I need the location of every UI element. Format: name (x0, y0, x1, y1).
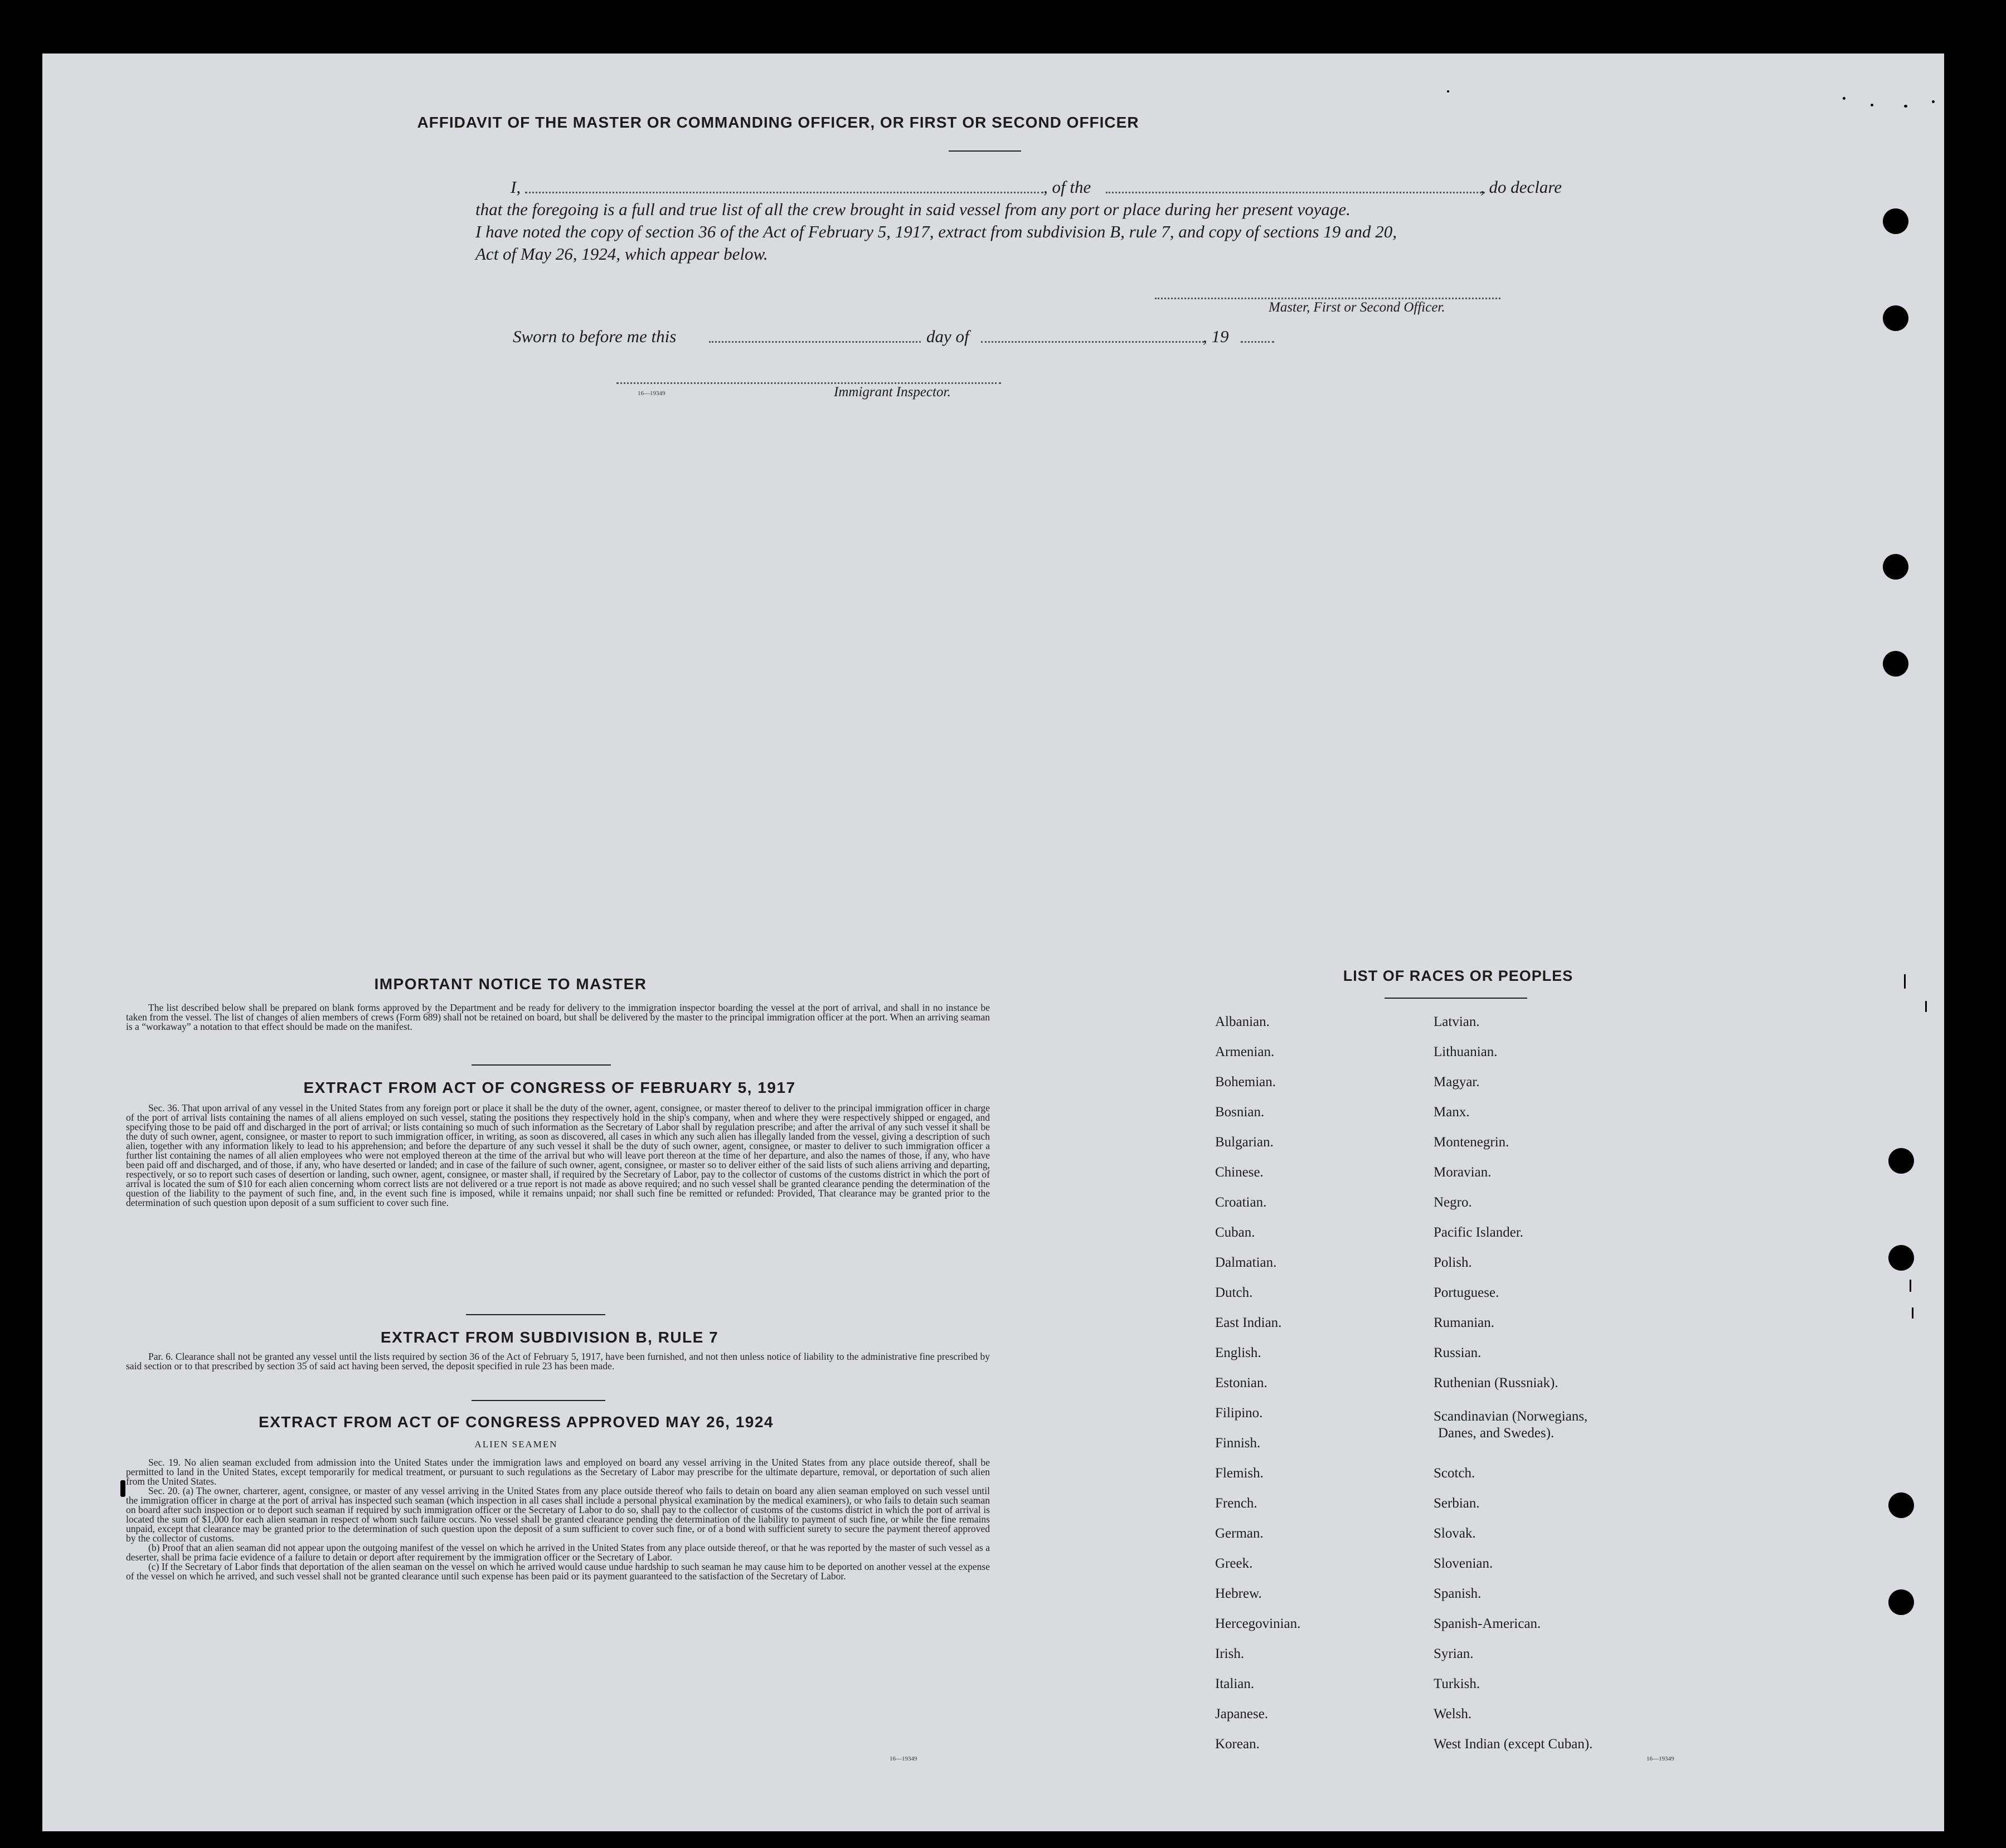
extract-rule7-body (126, 1352, 990, 1371)
speck (1932, 100, 1935, 103)
race-item: Russian. (1434, 1345, 1482, 1360)
speck (1843, 97, 1845, 100)
divider (466, 1314, 605, 1315)
divider (1385, 998, 1527, 999)
declarant-name-field[interactable] (525, 192, 1043, 193)
races-right-column (1434, 1014, 1723, 1794)
race-item: Spanish. (1434, 1586, 1482, 1601)
races-left-column (1215, 1014, 1405, 1794)
sworn-month-field[interactable] (981, 341, 1204, 343)
par-6-paragraph: Par. 6. Clearance shall not be granted any vessel until the lists required by section 36 of the Act of February 5, 1917, have been furnished, and not then unless notice of liability to the administrative fine prescribed by said section or to that prescribed by section 35 of said act having been served, the deposit specified in rule 23 has been made. (126, 1351, 990, 1372)
declaration-line: that the foregoing is a full and true list of all the crew brought in said vessel from any port or place during her present voyage. (475, 200, 1351, 219)
form-number: 16—19349 (638, 390, 666, 397)
sworn-prefix: Sworn to before me this (513, 327, 677, 346)
race-item: Scandinavian (Norwegians, (1434, 1409, 1588, 1424)
race-item: West Indian (except Cuban). (1434, 1737, 1593, 1752)
race-item: Syrian. (1434, 1646, 1474, 1661)
speck (1447, 90, 1449, 93)
inspector-signature-field[interactable] (616, 382, 1001, 384)
races-title: LIST OF RACES OR PEOPLES (1343, 967, 1573, 984)
race-item: Pacific Islander. (1434, 1225, 1524, 1240)
document-page (42, 54, 1944, 1831)
speck (1910, 1280, 1911, 1292)
speck (1912, 1307, 1913, 1319)
race-item: Ruthenian (Russniak). (1434, 1375, 1558, 1390)
speck (1871, 104, 1873, 106)
speck (120, 1480, 125, 1497)
race-item: Scotch. (1434, 1466, 1475, 1481)
of-the-label: , of the (1043, 177, 1091, 197)
race-item: Slovak. (1434, 1526, 1476, 1541)
punch-hole (1888, 1245, 1914, 1271)
race-item: Cuban. (1215, 1225, 1255, 1240)
punch-hole (1883, 651, 1908, 677)
sworn-day-field[interactable] (709, 341, 921, 343)
race-item: Bulgarian. (1215, 1135, 1274, 1150)
form-number: 16—19349 (890, 1755, 917, 1762)
punch-hole (1888, 1589, 1914, 1615)
race-item: Magyar. (1434, 1074, 1480, 1090)
race-item: Korean. (1215, 1737, 1260, 1752)
extract-rule7-title: EXTRACT FROM SUBDIVISION B, RULE 7 (380, 1329, 719, 1346)
divider (472, 1064, 611, 1066)
race-item: Irish. (1215, 1646, 1245, 1661)
punch-hole (1883, 554, 1908, 580)
race-item: Spanish-American. (1434, 1616, 1541, 1631)
declaration-line: Act of May 26, 1924, which appear below. (475, 244, 768, 264)
do-declare-label: , do declare (1480, 177, 1562, 197)
race-item: Armenian. (1215, 1044, 1275, 1059)
punch-hole (1888, 1492, 1914, 1518)
master-signature-caption: Master, First or Second Officer. (1269, 300, 1445, 315)
race-item: Negro. (1434, 1195, 1472, 1210)
alien-seamen-subtitle: ALIEN SEAMEN (474, 1439, 558, 1450)
race-item: Chinese. (1215, 1165, 1264, 1180)
affidavit-title: AFFIDAVIT OF THE MASTER OR COMMANDING OFFICER, OR FIRST OR SECOND OFFICER (417, 114, 1139, 131)
race-item: Hebrew. (1215, 1586, 1262, 1601)
race-item: Welsh. (1434, 1706, 1472, 1721)
punch-hole (1888, 1148, 1914, 1174)
section-20c-paragraph: (c) If the Secretary of Labor finds that deportation of the alien seaman on the vessel on which he arrived would cause undue hardship to such seaman he may cause him to be deported on another vessel at the expense of the vessel on which he arrived, and such vessel shall not be granted clearance until such expense has been paid or its payment guaranteed to the satisfaction of the Secretary of Labor. (126, 1561, 990, 1582)
race-item: Bosnian. (1215, 1105, 1265, 1120)
divider (949, 150, 1021, 152)
race-item: French. (1215, 1496, 1257, 1511)
declarant-prefix: I, (511, 177, 521, 197)
race-item: Portuguese. (1434, 1285, 1499, 1300)
divider (472, 1400, 605, 1401)
extract-1917-title: EXTRACT FROM ACT OF CONGRESS OF FEBRUARY 5, 1917 (303, 1079, 796, 1096)
speck (1925, 1001, 1927, 1012)
race-item: Latvian. (1434, 1014, 1480, 1029)
race-item: Flemish. (1215, 1466, 1264, 1481)
race-item: Japanese. (1215, 1706, 1269, 1721)
declaration-line: I have noted the copy of section 36 of the Act of February 5, 1917, extract from subdivision B, rule 7, and copy of sections 19 and 20, (475, 222, 1397, 241)
race-item: Albanian. (1215, 1014, 1270, 1029)
race-item: Moravian. (1434, 1165, 1492, 1180)
punch-hole (1883, 305, 1908, 331)
speck (1904, 105, 1907, 108)
race-item: Turkish. (1434, 1676, 1480, 1691)
sworn-year-field[interactable] (1241, 341, 1274, 343)
speck (1904, 974, 1906, 989)
day-of-label: day of (926, 327, 969, 346)
race-item: Finnish. (1215, 1436, 1261, 1451)
section-20a-paragraph: Sec. 20. (a) The owner, charterer, agent, consignee, or master of any vessel arriving in the United States from any place outside thereof who fails to detain on board any alien seaman employed on such vessel until the immigration officer in charge at the port of arrival has inspected such seaman (which inspection in all cases shall include a personal physical examination by the medical examiners), or who fails to detain such seaman on board after such inspection or to deport such seaman if required by such immigration officer or the Secretary of Labor to do so, shall pay to the collector of customs of the customs district in which the port of arrival is located the sum of $1,000 for each alien seaman in respect of whom such failure occurs. No vessel shall be granted clearance pending the determination of the liability to payment of such fine, or while the fine remains unpaid, except that clearance may be granted prior to the determination of such question upon the deposit of a sum sufficient to cover such fine, or of a bond with sufficient surety to secure the payment thereof approved by the collector of customs. (126, 1485, 990, 1544)
section-20b-paragraph: (b) Proof that an alien seaman did not appear upon the outgoing manifest of the vessel on which he arrived in the United States from any place outside thereof, or that he was reported by the master of such vessel as a deserter, shall be prima facie evidence of a failure to detain or deport after requirement by the immigration officer or the Secretary of Labor. (126, 1542, 990, 1563)
race-item: Serbian. (1434, 1496, 1480, 1511)
race-item: Estonian. (1215, 1375, 1267, 1390)
punch-hole (1883, 208, 1908, 234)
race-item: English. (1215, 1345, 1261, 1360)
extract-1917-body (126, 1103, 990, 1208)
race-item: East Indian. (1215, 1315, 1282, 1330)
race-item: Manx. (1434, 1105, 1470, 1120)
section-19-paragraph: Sec. 19. No alien seaman excluded from admission into the United States under the immigration laws and employed on board any vessel arriving in the United States from any place outside thereof, shall be permitted to land in the United States, except temporarily for medical treatment, or pursuant to such regulations as the Secretary of Labor may prescribe for the ultimate departure, removal, or deportation of such alien from the United States. (126, 1457, 990, 1487)
race-item: Hercegovinian. (1215, 1616, 1301, 1631)
race-item: Italian. (1215, 1676, 1255, 1691)
race-item: Polish. (1434, 1255, 1472, 1270)
race-item: Slovenian. (1434, 1556, 1493, 1571)
race-item: Montenegrin. (1434, 1135, 1509, 1150)
notice-title: IMPORTANT NOTICE TO MASTER (374, 975, 647, 993)
inspector-caption: Immigrant Inspector. (834, 385, 951, 400)
race-item: Greek. (1215, 1556, 1253, 1571)
race-item: German. (1215, 1526, 1264, 1541)
notice-body (126, 1003, 990, 1032)
race-item: Danes, and Swedes). (1438, 1426, 1555, 1441)
race-item: Dutch. (1215, 1285, 1253, 1300)
vessel-name-field[interactable] (1106, 192, 1485, 193)
race-item: Lithuanian. (1434, 1044, 1498, 1059)
master-signature-field[interactable] (1155, 298, 1500, 299)
race-item: Bohemian. (1215, 1074, 1276, 1090)
notice-paragraph: The list described below shall be prepared on blank forms approved by the Department and be ready for delivery to the immigration inspector boarding the vessel at the port of arrival, and shall in no instance be taken from the vessel. The list of changes of alien members of crews (Form 689) shall not be retained on board, but shall be delivered by the master to the principal immigration officer at the port. When an arriving seaman is a “workaway” a notation to that effect should be made on the manifest. (126, 1002, 990, 1032)
race-item: Croatian. (1215, 1195, 1267, 1210)
extract-1924-body (126, 1458, 990, 1581)
race-item: Filipino. (1215, 1406, 1263, 1421)
year-label: , 19 (1203, 327, 1229, 346)
race-item: Rumanian. (1434, 1315, 1495, 1330)
race-item: Dalmatian. (1215, 1255, 1277, 1270)
section-36-paragraph: Sec. 36. That upon arrival of any vessel in the United States from any foreign port or place it shall be the duty of the owner, agent, consignee, or master thereof to deliver to the principal immigration officer in charge of the port of arrival lists containing the names of all aliens employed on such vessel, stating the positions they respectively hold in the ship's company, when and where they were respectively shipped or engaged, and specifying those to be paid off and discharged in the port of arrival; or lists containing so much of such information as the Secretary of Labor shall by regulation prescribe; and after the arrival of any such vessel it shall be the duty of such owner, agent, consignee, or master to report to such immigration officer, in writing, as soon as discovered, all cases in which any such alien has illegally landed from the vessel, giving a description of such alien, together with any information likely to lead to his apprehension; and before the departure of any such vessel it shall be the duty of such owner, agent, consignee, or master to deliver to such immigration officer a further list containing the names of all alien employees who were not employed thereon at the time of the arrival but who will leave port thereon at the time of her departure, and also the names of those, if any, who have been paid off and discharged, and of those, if any, who have deserted or landed; and in case of the failure of such owner, agent, consignee, or master so to deliver either of the said lists of such aliens arriving and departing, respectively, or so to report such cases of desertion or landing, such owner, agent, consignee, or master shall, if required by the Secretary of Labor, pay to the collector of customs of the customs district in which the port of arrival is located the sum of $10 for each alien concerning whom correct lists are not delivered or a true report is not made as above required; and no such vessel shall be granted clearance pending the determination of the question of the liability to the payment of such fine, and, in the event such fine is imposed, while it remains unpaid; nor shall such fine be remitted or refunded: Provided, That clearance may be granted prior to the determination of such question upon deposit of a sum sufficient to cover such fine. (126, 1102, 990, 1208)
form-number: 16—19349 (1646, 1755, 1674, 1762)
extract-1924-title: EXTRACT FROM ACT OF CONGRESS APPROVED MAY 26, 1924 (259, 1413, 774, 1431)
